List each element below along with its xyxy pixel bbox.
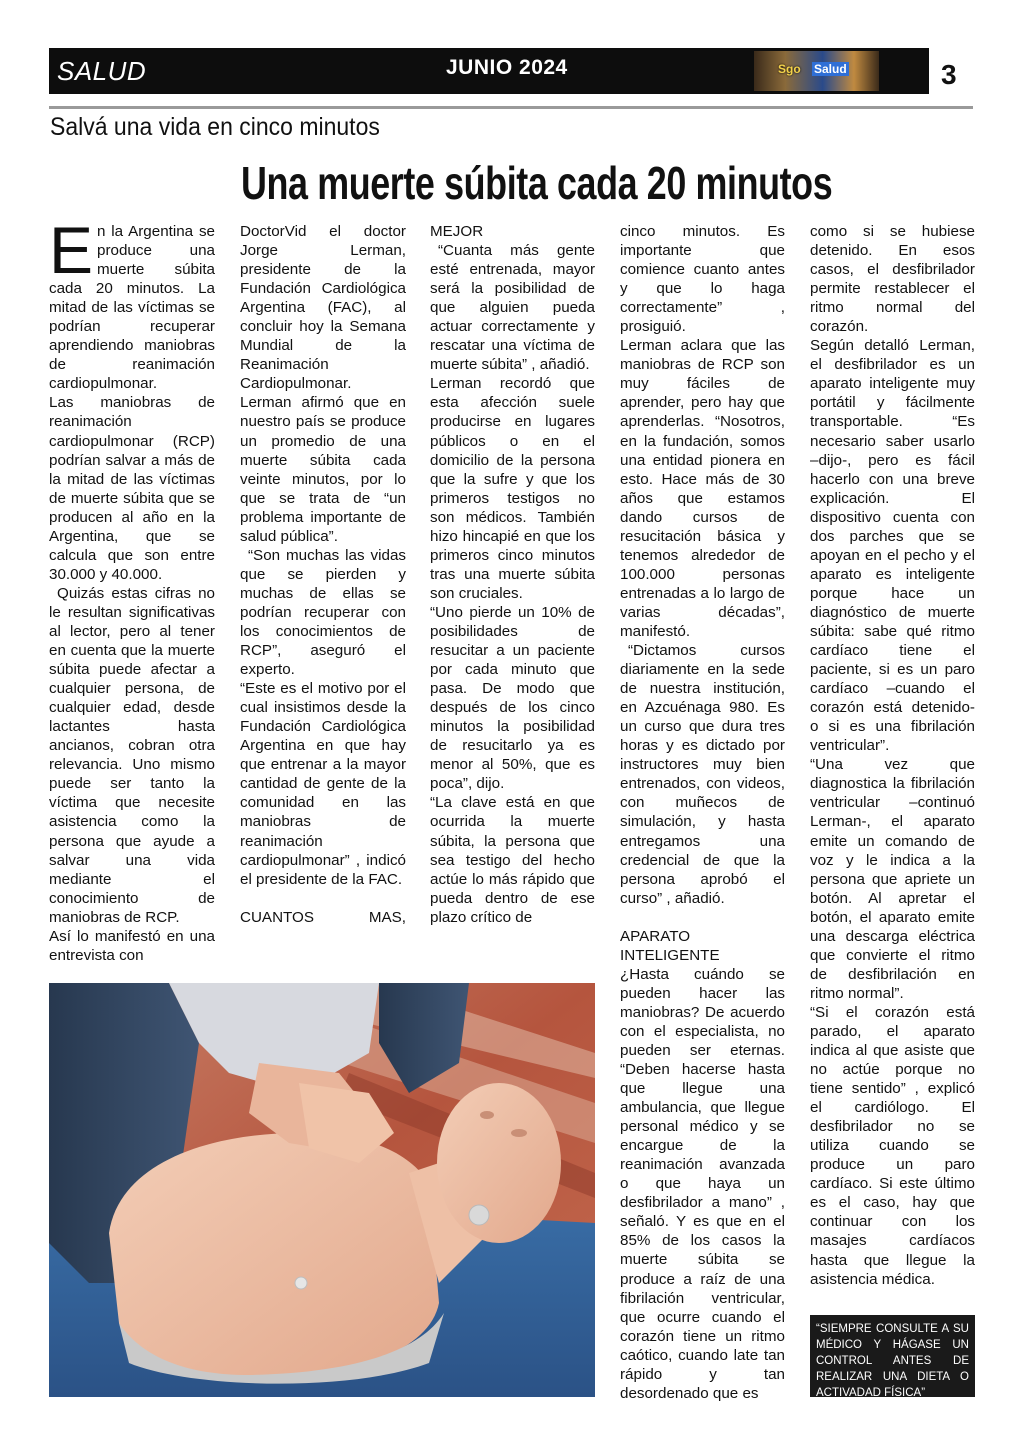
paragraph: “Dictamos cursos diariamente en la sede de nuestra institución, en Azcuénaga 980. Es un curso que dura tres horas y es dictado por instructores muy bien entrenados, con videos, con muñecos de simulación, y hasta entregamos una credencial de que la persona aprobó el curso” , añadió.: [620, 642, 785, 907]
paragraph: Quizás estas cifras no le resultan significativas al lector, pero al tener en cuenta que la muerte súbita puede afectar a cualquier persona, de cualquier edad, desde lactantes hasta ancianos, cobran otra relevancia. Uno mismo puede ser tanto la víctima que necesite asistencia como la persona que ayude a salvar una vida mediante el conocimiento de maniobras de RCP.: [49, 584, 215, 926]
paragraph: “Uno pierde un 10% de posibilidades de resucitar a un paciente por cada minuto que pasa. De modo que después de los cinco minutos la posibilidad de resucitarlo ya es menor al 50%, que es poca”, dijo.: [430, 603, 595, 793]
article-column-4: [620, 222, 785, 1403]
paragraph: Las maniobras de reanimación cardiopulmonar (RCP) podrían salvar a más de la mitad de las víctimas de muerte súbita que se producen al año en la Argentina, que se calcula que son entre 30.000 y 40.000.: [49, 394, 215, 583]
paragraph: Lerman afirmó que en nuestro país se produce un promedio de una muerte súbita cada veinte minutos, por lo que se trata de “un problema importante de salud pública”.: [240, 394, 406, 545]
section-subtitle: APARATO INTELIGENTE: [620, 927, 720, 964]
paragraph: ¿Hasta cuándo se pueden hacer las maniobras? De acuerdo con el especialista, no pueden ser eternas. “Deben hacerse hasta que llegue una ambulancia, que llegue personal médico y se encargue de la reanimación avanzada o que haya un desfibrilador a mano” , señaló. Y es que en el 85% de los casos la muerte súbita se produce a raíz de una fibrilación ventricular, que ocurre cuando el corazón tiene un ritmo caótico, cuando late tan rápido y tan desordenado que es: [620, 965, 785, 1402]
health-advice-quote: “SIEMPRE CONSULTE A SU MÉDICO Y HÁGASE UN CONTROL ANTES DE REALIZAR UNA DIETA O ACTIVADAD FÍSICA”: [810, 1315, 975, 1397]
drop-cap: E: [49, 213, 94, 287]
article-column-5: [810, 222, 975, 1289]
article-column-3: [430, 222, 595, 927]
paragraph: Lerman aclara que las maniobras de RCP son muy fáciles de aprender, pero hay que aprenderlas. “Nosotros, en la fundación, somos una entidad pionera en esto. Hace más de 30 años que estamos dando cursos de resucitación básica y tenemos alrededor de 100.000 personas entrenadas a lo largo de varias décadas”, manifestó.: [620, 337, 785, 640]
paragraph: “Son muchas las vidas que se pierden y muchas de ellas se podrían recuperar con los conocimientos de RCP”, aseguró el experto.: [240, 546, 406, 679]
section-subtitle: CUANTOS MAS,: [240, 908, 406, 926]
paragraph: “Este es el motivo por el cual insistimos desde la Fundación Cardiológica Argentina en que hay que entrenar a la mayor cantidad de gente de la comunidad en las maniobras de reanimación cardiopulmonar” , indicó el presidente de la FAC.: [240, 680, 406, 888]
paragraph: “Si el corazón está parado, el aparato indica al que asiste que no actúe porque no tiene sentido” , explicó el cardiólogo. El desfibrilador no se utiliza cuando se produce un paro cardíaco. Si este último es el caso, hay que continuar con los masajes cardíacos hasta que llegue la asistencia médica.: [810, 1003, 975, 1288]
paragraph: Lerman recordó que esta afección suele producirse en lugares públicos o en el domicilio de la persona que la sufre y que los primeros testigos no son médicos. También hizo hincapié en que los primeros cinco minutos tras una muerte súbita son cruciales.: [430, 375, 595, 602]
issue-date: JUNIO 2024: [446, 56, 568, 79]
section-subtitle: MEJOR: [430, 223, 484, 240]
paragraph: [49, 213, 215, 393]
paragraph: DoctorVid el doctor Jorge Lerman, presidente de la Fundación Cardiológica Argentina (FAC), al concluir hoy la Semana Mundial de la Reanimación Cardiopulmonar.: [240, 223, 406, 393]
paragraph: “Cuanta más gente esté entrenada, mayor será la posibilidad de que alguien pueda actuar correctamente y rescatar una víctima de muerte súbita” , añadió.: [430, 242, 595, 374]
header-rule: [49, 106, 973, 109]
paragraph: Según detalló Lerman, el desfibrilador es un aparato inteligente muy portátil y fácilmente transportable. “Es necesario saber usarlo –dijo-, pero es fácil hacerlo con una breve explicación. El dispositivo cuenta con dos parches que se apoyan en el pecho y el aparato es inteligente porque hace un diagnóstico de muerte súbita: sabe qué ritmo cardíaco tiene el paciente, si es un paro cardíaco –cuando el corazón está detenido- o si es una fibrilación ventricular”.: [810, 337, 975, 755]
paragraph-text: n la Argentina se produce una muerte súbita cada 20 minutos. La mitad de las víctimas se podrían recuperar aprendiendo maniobras de reanimación cardiopulmonar.: [49, 223, 215, 393]
paragraph: “La clave está en que ocurrida la muerte súbita, la persona que sea testigo del hecho actúe lo más rápido que pueda dentro de ese plazo crítico de: [430, 794, 595, 926]
paragraph: como si se hubiese detenido. En esos casos, el desfibrilador permite restablecer el ritmo normal del corazón.: [810, 223, 975, 336]
article-kicker: Salvá una vida en cinco minutos: [50, 113, 380, 141]
logo-text-sgo: Sgo: [778, 62, 801, 76]
article-column-1: [49, 213, 215, 965]
cpr-photo-illustration: [49, 983, 595, 1397]
article-column-2: [240, 222, 406, 927]
logo-text-salud: Salud: [814, 62, 847, 76]
paragraph: Así lo manifestó en una entrevista con: [49, 927, 215, 964]
page-number: 3: [941, 59, 957, 90]
header-bar: [49, 48, 973, 94]
article-headline: Una muerte súbita cada 20 minutos: [241, 157, 833, 209]
publication-logo: [754, 51, 879, 91]
paragraph: cinco minutos. Es importante que comience cuanto antes y que lo haga correctamente” , prosiguió.: [620, 223, 785, 336]
cpr-training-photo: [49, 983, 595, 1397]
paragraph: “Una vez que diagnostica la fibrilación ventricular –continuó Lerman-, el aparato emite un comando de voz y le indica a la persona que apriete un botón. Al apretar el botón, el aparato emite una descarga eléctrica que convierte el ritmo de desfibrilación en ritmo normal”.: [810, 756, 975, 1002]
section-label: SALUD: [57, 56, 147, 86]
